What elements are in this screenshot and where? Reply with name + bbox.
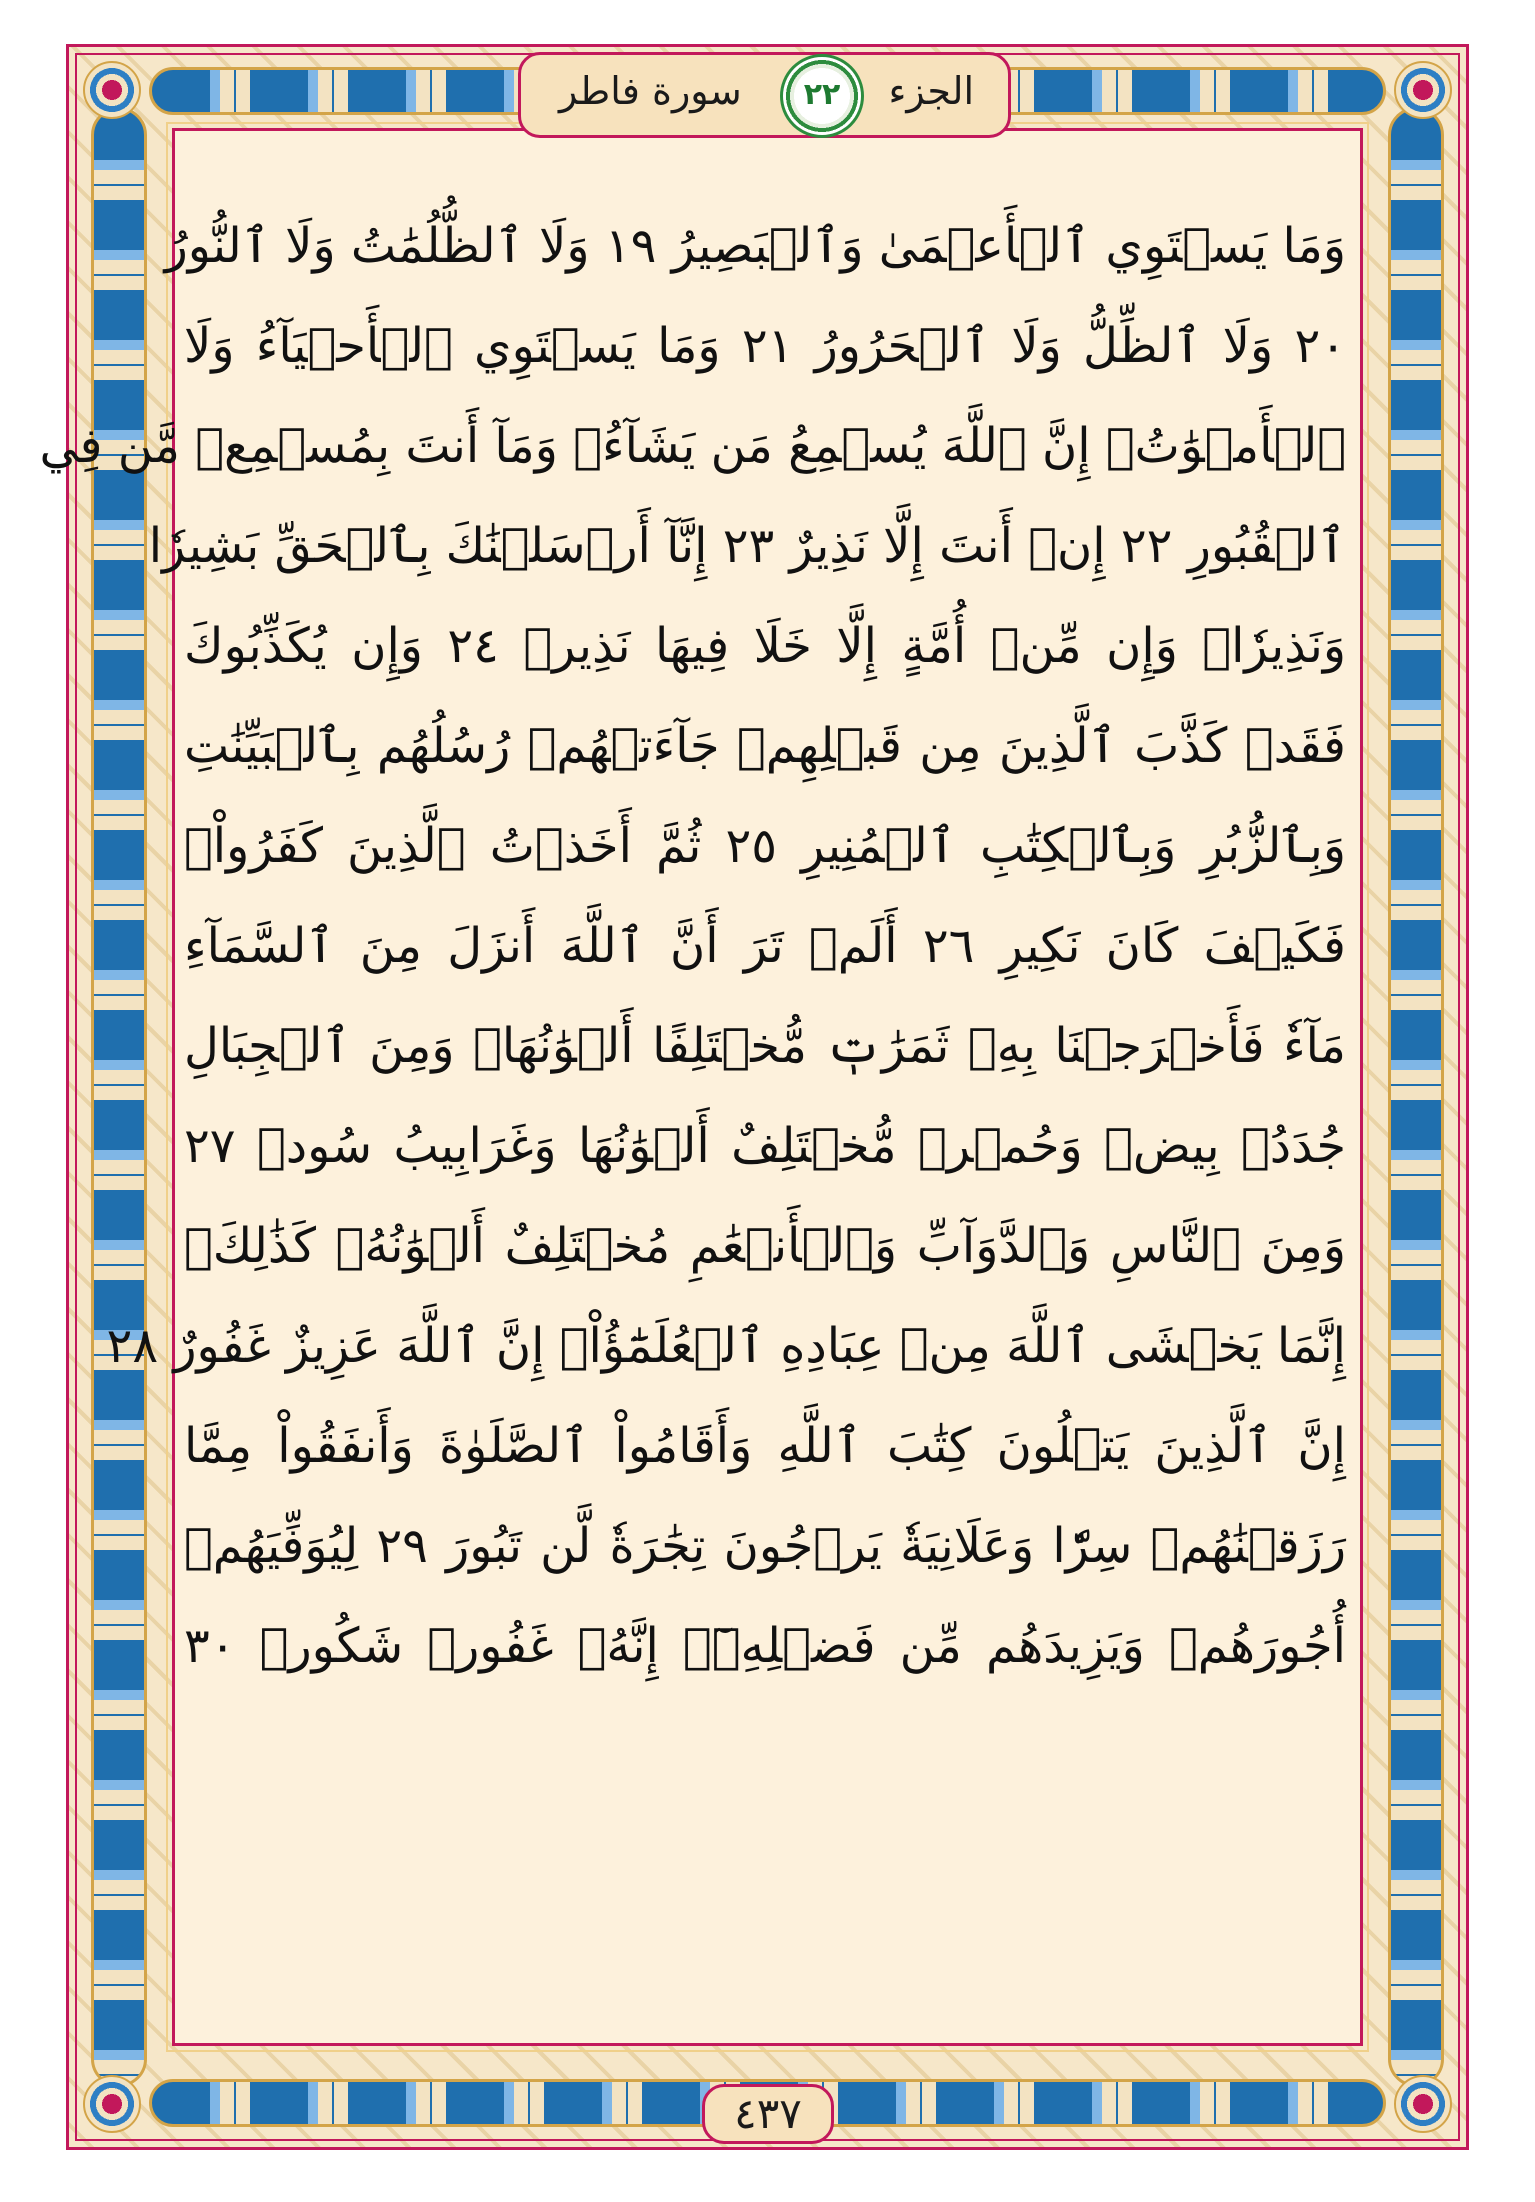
corner-rosette-icon	[83, 61, 141, 119]
corner-rosette-icon	[83, 2075, 141, 2133]
verse-line: وَمَا يَسۡتَوِي ٱلۡأَعۡمَىٰ وَٱلۡبَصِيرُ ١٩ وَلَا ٱلظُّلُمَٰتُ وَلَا ٱلنُّورُ	[164, 218, 1346, 274]
verse-line: جُدَدُۢ بِيضٞ وَحُمۡرٞ مُّخۡتَلِفٌ أَلۡوَٰنُهَا وَغَرَابِيبُ سُودٞ ٢٧	[184, 1118, 1346, 1174]
verse-line: إِنَّمَا يَخۡشَى ٱللَّهَ مِنۡ عِبَادِهِ ٱلۡعُلَمَٰٓؤُاْۗ إِنَّ ٱللَّهَ عَزِيزٌ غَفُورٌ ٢٨	[106, 1318, 1346, 1374]
verse-line: ٱلۡقُبُورِ ٢٢ إِنۡ أَنتَ إِلَّا نَذِيرٌ ٢٣ إِنَّآ أَرۡسَلۡنَٰكَ بِٱلۡحَقِّ بَشِيرٗا	[148, 518, 1346, 574]
verse-lines	[39, 196, 1350, 1696]
verse-line: ٢٠ وَلَا ٱلظِّلُّ وَلَا ٱلۡحَرُورُ ٢١ وَمَا يَسۡتَوِي ٱلۡأَحۡيَآءُ وَلَا	[184, 318, 1347, 374]
verse-line: مَآءٗ فَأَخۡرَجۡنَا بِهِۦ ثَمَرَٰتٖ مُّخۡتَلِفًا أَلۡوَٰنُهَاۚ وَمِنَ ٱلۡجِبَالِ	[184, 1018, 1346, 1074]
verse-line: إِنَّ ٱلَّذِينَ يَتۡلُونَ كِتَٰبَ ٱللَّهِ وَأَقَامُواْ ٱلصَّلَوٰةَ وَأَنفَقُواْ مِمَّا	[184, 1418, 1346, 1474]
surah-name: سورة فاطر	[559, 69, 742, 113]
verse-line: فَكَيۡفَ كَانَ نَكِيرِ ٢٦ أَلَمۡ تَرَ أَنَّ ٱللَّهَ أَنزَلَ مِنَ ٱلسَّمَآءِ	[184, 918, 1346, 974]
verse-line: وَبِٱلزُّبُرِ وَبِٱلۡكِتَٰبِ ٱلۡمُنِيرِ ٢٥ ثُمَّ أَخَذۡتُ ٱلَّذِينَ كَفَرُواْۖ	[184, 818, 1346, 874]
corner-rosette-icon	[1394, 61, 1452, 119]
verse-line: أُجُورَهُمۡ وَيَزِيدَهُم مِّن فَضۡلِهِۦٓۚ إِنَّهُۥ غَفُورٞ شَكُورٞ ٣٠	[184, 1618, 1346, 1674]
juz-number-badge: ٢٢	[780, 54, 864, 138]
verse-line: وَنَذِيرٗاۚ وَإِن مِّنۡ أُمَّةٍ إِلَّا خَلَا فِيهَا نَذِيرٞ ٢٤ وَإِن يُكَذِّبُوكَ	[184, 618, 1347, 674]
juz-label: الجزء	[888, 69, 974, 113]
page-header	[518, 52, 1011, 138]
corner-rosette-icon	[1394, 2075, 1452, 2133]
verse-line: رَزَقۡنَٰهُمۡ سِرّٗا وَعَلَانِيَةٗ يَرۡجُونَ تِجَٰرَةٗ لَّن تَبُورَ ٢٩ لِيُوَفِّيَهُمۡ	[184, 1518, 1347, 1574]
page-number: ٤٣٧	[702, 2084, 834, 2144]
verse-line: وَمِنَ ٱلنَّاسِ وَٱلدَّوَآبِّ وَٱلۡأَنۡعَٰمِ مُخۡتَلِفٌ أَلۡوَٰنُهُۥ كَذَٰلِكَۗ	[184, 1218, 1346, 1274]
verse-line: فَقَدۡ كَذَّبَ ٱلَّذِينَ مِن قَبۡلِهِمۡ جَآءَتۡهُمۡ رُسُلُهُم بِٱلۡبَيِّنَٰتِ	[184, 718, 1346, 774]
verse-line: ٱلۡأَمۡوَٰتُۚ إِنَّ ٱللَّهَ يُسۡمِعُ مَن يَشَآءُۖ وَمَآ أَنتَ بِمُسۡمِعٖ مَّن فِي	[39, 418, 1346, 474]
right-ornament-band	[1388, 107, 1444, 2087]
